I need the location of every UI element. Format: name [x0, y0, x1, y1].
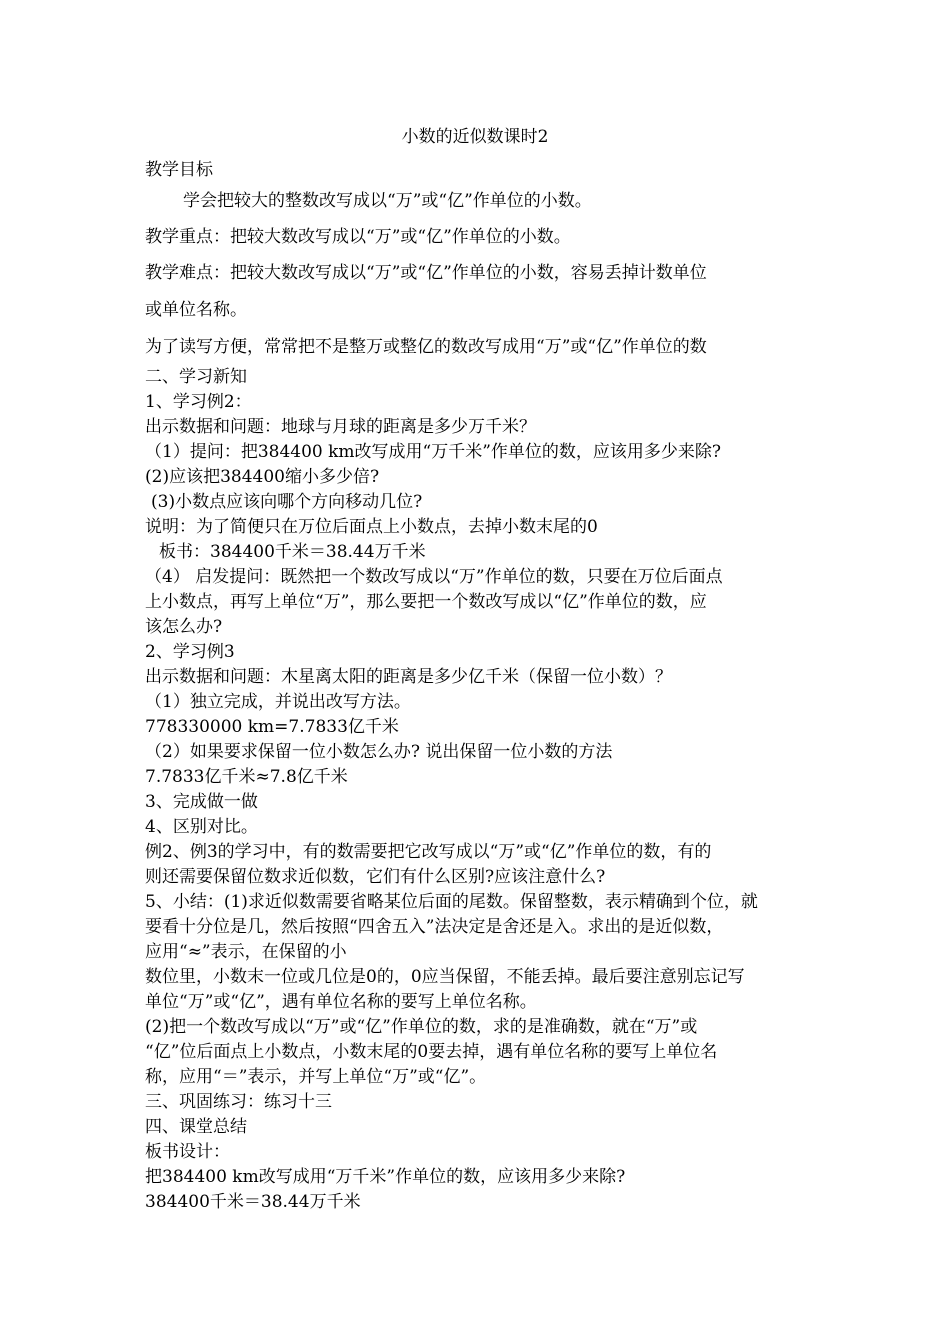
example-2-heading: 1、学习例2：: [145, 392, 252, 412]
example-3-step-1: （1）独立完成，并说出改写方法。: [145, 692, 411, 712]
document-body: [145, 158, 810, 1215]
difficulty-line-2: 或单位名称。: [145, 300, 247, 320]
board-design-heading: 板书设计：: [145, 1142, 230, 1162]
summary-line-5: 单位“万”或“亿”，遇有单位名称的要写上单位名称。: [145, 992, 537, 1012]
compare-heading: 4、区别对比。: [145, 817, 258, 837]
board-design-line-2: 384400千米＝38.44万千米: [145, 1192, 361, 1212]
objective-text: 学会把较大的整数改写成以“万”或“亿”作单位的小数。: [183, 191, 592, 211]
example-3-heading: 2、学习例3: [145, 642, 235, 662]
summary-line-1: 5、小结：(1)求近似数需要省略某位后面的尾数。保留整数，表示精确到个位，就: [145, 892, 758, 912]
board-design-line-1: 把384400 km改写成用“万千米”作单位的数，应该用多少来除?: [145, 1167, 626, 1187]
compare-line-1: 例2、例3的学习中，有的数需要把它改写成以“万”或“亿”作单位的数，有的: [145, 842, 712, 862]
difficulty-line-1: 教学难点：把较大数改写成以“万”或“亿”作单位的小数，容易丢掉计数单位: [145, 263, 707, 283]
example-2-step-1: （1）提问：把384400 km改写成用“万千米”作单位的数，应该用多少来除?: [145, 442, 722, 462]
summary-line-7: “亿”位后面点上小数点，小数末尾的0要去掉，遇有单位名称的要写上单位名: [145, 1042, 718, 1062]
intro-paragraph: 为了读写方便，常常把不是整万或整亿的数改写成用“万”或“亿”作单位的数: [145, 337, 707, 357]
example-2-step-3: (3)小数点应该向哪个方向移动几位?: [151, 492, 423, 512]
summary-line-2: 要看十分位是几，然后按照“四舍五入”法决定是舍还是入。求出的是近似数，: [145, 917, 724, 937]
example-2-step-4-line-2: 上小数点，再写上单位“万”，那么要把一个数改写成以“亿”作单位的数，应: [145, 592, 707, 612]
summary-line-6: (2)把一个数改写成以“万”或“亿”作单位的数，求的是准确数，就在“万”或: [145, 1017, 698, 1037]
example-2-explanation: 说明：为了简便只在万位后面点上小数点，去掉小数末尾的0: [145, 517, 598, 537]
section-heading-new-knowledge: 二、学习新知: [145, 367, 247, 387]
example-3-question: 出示数据和问题：木星离太阳的距离是多少亿千米（保留一位小数）？: [145, 667, 672, 687]
example-2-board: 板书：384400千米＝38.44万千米: [159, 542, 426, 562]
example-2-step-4-line-3: 该怎么办?: [145, 617, 223, 637]
document-title: 小数的近似数课时2: [401, 127, 549, 147]
section-heading-objectives: 教学目标: [145, 160, 213, 180]
example-3-result-1: 778330000 km=7.7833亿千米: [145, 717, 399, 737]
class-summary-heading: 四、课堂总结: [145, 1117, 247, 1137]
practice-heading: 3、完成做一做: [145, 792, 258, 812]
consolidation-heading: 三、巩固练习：练习十三: [145, 1092, 332, 1112]
example-3-result-2: 7.7833亿千米≈7.8亿千米: [145, 767, 348, 787]
summary-line-3: 应用“≈”表示，在保留的小: [145, 942, 347, 962]
summary-line-4: 数位里，小数末一位或几位是0的，0应当保留，不能丢掉。最后要注意别忘记写: [145, 967, 745, 987]
example-2-step-2: (2)应该把384400缩小多少倍?: [145, 467, 380, 487]
compare-line-2: 则还需要保留位数求近似数，它们有什么区别?应该注意什么?: [145, 867, 606, 887]
summary-line-8: 称，应用“＝”表示，并写上单位“万”或“亿”。: [145, 1067, 487, 1087]
example-2-step-4-line-1: （4） 启发提问：既然把一个数改写成以“万”作单位的数，只要在万位后面点: [145, 567, 723, 587]
example-3-step-2: （2）如果要求保留一位小数怎么办? 说出保留一位小数的方法: [145, 742, 613, 762]
key-point: 教学重点：把较大数改写成以“万”或“亿”作单位的小数。: [145, 227, 571, 247]
example-2-question: 出示数据和问题：地球与月球的距离是多少万千米？: [145, 417, 536, 437]
